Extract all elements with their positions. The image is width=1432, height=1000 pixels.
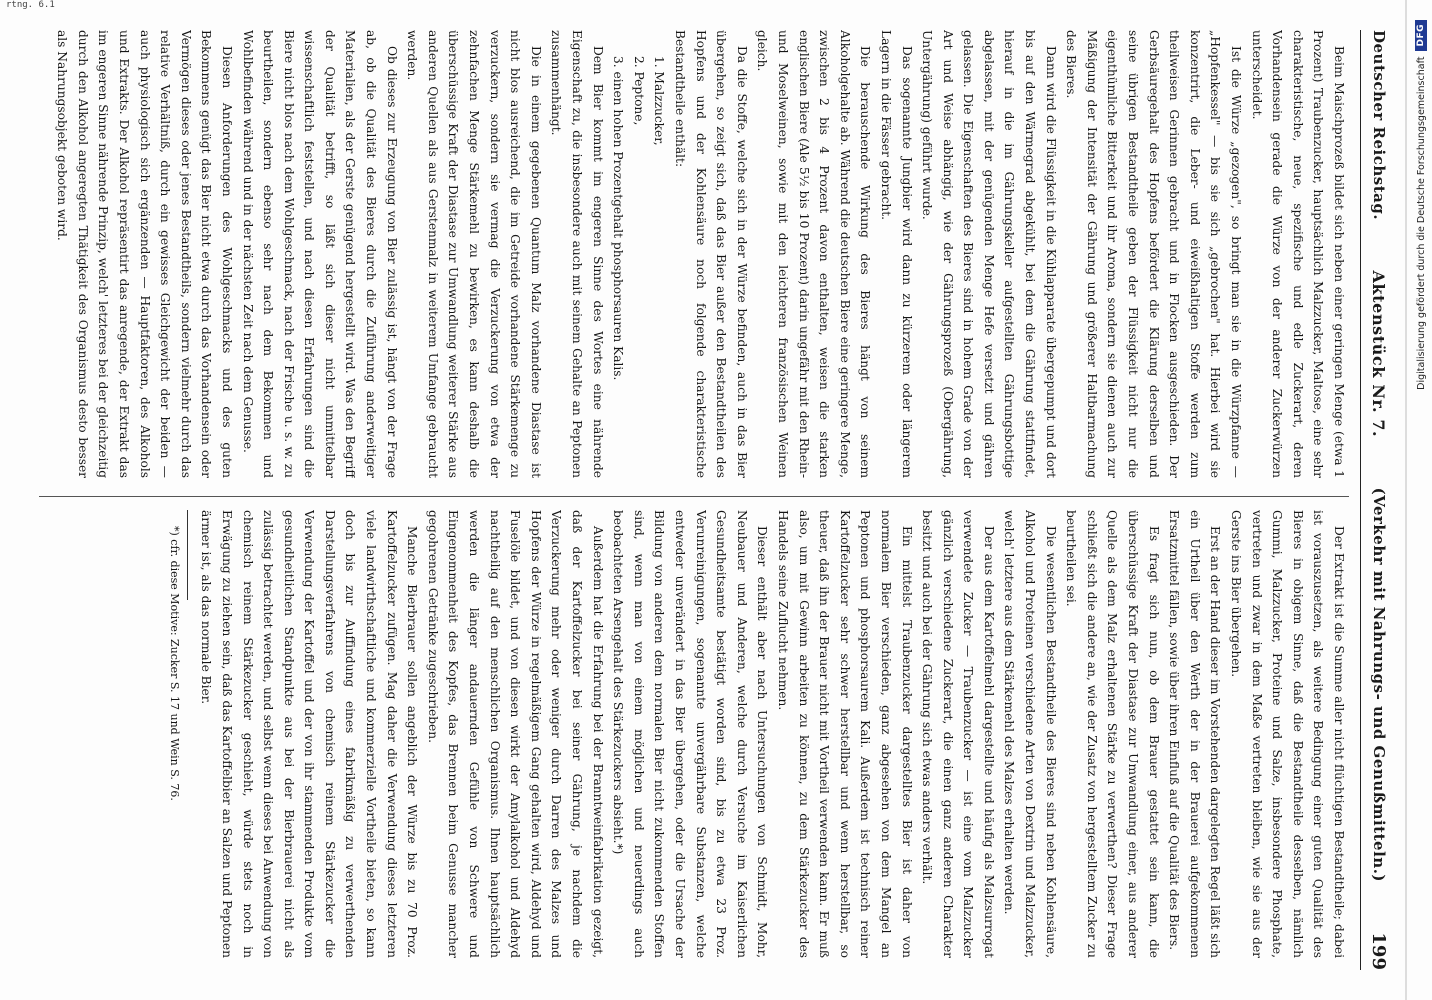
scan-edge <box>1405 0 1407 1000</box>
corner-mark: rtng. 6.1 <box>6 0 55 10</box>
paragraph: Dem Bier kommt im engeren Sinne des Wortes eine nährende Eigenschaft zu, die insbesondere auch mit seinem Gehalte an Peptonen zusammenhängt. <box>549 30 605 478</box>
header-right: (Verkehr mit Nahrungs- und Genußmitteln.) <box>1370 487 1388 883</box>
paragraph: Es fragt sich nun, ob dem Brauer gestattet sein kann, die überschüssige Kraft der Diastase zur Umwandlung einer, aus anderer Quelle als dem Malz erhaltenen Stärke zu verwerthen? Dieser Frage schließt sich die andere an, wie der Zusatz von hergestelltem Zucker zu beurtheilen sei. <box>1064 510 1161 958</box>
paragraph: Das sogenannte Jungbier wird dann zu kürzerem oder längerem Lagern in die Fässer gebracht. <box>878 30 914 478</box>
footnote: *) cfr. diese Motive: Zucker S. 17 und Wein S. 76. <box>167 526 181 801</box>
paragraph: Da die Stoffe, welche sich in der Würze befinden, auch in das Bier übergehen, so zeigt sich, daß das Bier außer den Bestandtheilen des Hopfens und der Kohlensäure noch folgende charakteristische Bestandtheile enthält: <box>673 30 749 478</box>
paragraph: Beim Maischprozeß bildet sich neben einer geringen Menge (etwa 1 Prozent) Traubenzucker, hauptsächlich Malzzucker, Maltose, eine sehr charakteristische, neue, spezifische und edle Zuckerart, deren Vorhandensein gerade die Würze von der anderer Zuckerwürzen unterscheidet. <box>1249 30 1346 478</box>
paragraph: Erst an der Hand dieser im Vorstehenden dargelegten Regel läßt sich ein Urtheil über den Werth der in der Brauerei aufgekommenen Ersatzmittel fällen, sowie über ihren Einfluß auf die Qualität des Biers. <box>1167 510 1223 958</box>
left-column <box>39 30 1349 478</box>
right-column <box>39 510 1349 958</box>
paragraph: Ist die Würze „gezogen", so bringt man sie in die Würzpfanne — „Hopfenkessel" — bis sie sich „gebrochen" hat. Hierbei wird sie konzentrirt, die Leber- und eiweißhaltigen Stoffe werden zum theilweisen Gerinnen gebracht und in Flocken ausgeschieden. Der Gerbsäuregehalt des Hopfens befördert die Klärung derselben und seine übrigen Bestandtheile geben der Flüssigkeit nicht nur die eigenthümliche Bitterkeit und ihr Aroma, sondern sie dienen auch zur Mäßigung der Intensität der Gährung und größerer Haltbarmachung des Bieres. <box>1064 30 1244 478</box>
paragraph: Dann wird die Flüssigkeit in die Kühlapparate übergepumpt und dort bis auf den Wärmegrad abgekühlt, bei dem die Gährung stattfindet, hierauf in die im Gährungskeller aufgestellten Gährungsbottige abgelassen, mit der genügenden Menge Hefe versetzt und gähren gelassen. Die Eigenschaften des Bieres sind in hohem Grade von der Art und Weise abhängig, wie der Gährungsprozeß (Obergährung, Untergährung) geführt wurde. <box>920 30 1058 478</box>
ingredient-list <box>608 30 670 478</box>
paragraph: Der Extrakt ist die Summe aller nicht flüchtigen Bestandtheile; dabei ist vorauszusetzen, als weitere Bedingung einer guten Qualität des Bieres in obigem Sinne, daß die Bestandtheile desselben, nämlich Gummi, Malzzucker, Proteine und Salze, insbesondere Phosphate, vertreten und zwar in dem Maße vertreten bleiben, wie sie aus der Gerste ins Bier übergehen. <box>1229 510 1346 958</box>
list-item: 1. Malzzucker, <box>652 56 667 146</box>
dfg-logo: DFG <box>1415 20 1427 51</box>
digitization-credit <box>1411 20 1431 980</box>
paragraph: Manche Bierbrauer sollen angeblich der Würze bis zu 70 Proz. Kartoffelzucker zufügen. Mag daher die Verwendung dieses letzteren viele landwirthschaftliche und kommerzielle Vortheile bieten, so kann doch bis zur Auffindung eines fabrikmäßig zu verwerthenden Darstellungsverfahrens von chemisch reinem Stärkezucker die Verwendung der Kartoffel und der von ihr stammenden Produkte vom gesundheitlichen Standpunkte aus bei der Bierbrauerei nicht als zulässig betrachtet werden, und selbst wenn dieses bei Anwendung von chemisch reinem Stärkezucker geschieht, würde stets noch in Erwägung zu ziehen sein, daß das Kartoffelbier an Salzen und Peptonen ärmer ist, als das normale Bier. <box>199 510 420 958</box>
page-number: 199 <box>1368 932 1390 970</box>
list-item: 2. Peptone, <box>631 56 646 126</box>
paragraph: Diesen Anforderungen des Wohlgeschmacks und des guten Bekommens genügt das Bier nicht etwa durch das Vorhandensein oder Vermögen dieses oder jenes Bestandtheils, sondern vielmehr durch das relative Verhältniß, durch ein gewisses Gleichgewicht der beiden — auch physiologisch sich ergänzenden — Hauptfaktoren, des Alkohols und Extrakts. Der Alkohol repräsentirt das anregende, der Extrakt das im engeren Sinne nährende Prinzip, welch' letzteres bei der gleichzeitig durch den Alkohol angeregten Thätigkeit des Organismus desto besser als Nahrungsobjekt geboten wird. <box>55 30 234 478</box>
header-left: Deutscher Reichstag. <box>1370 30 1388 221</box>
footnote-rule <box>187 510 188 600</box>
paragraph: Die berauschende Wirkung des Bieres hängt von seinem Alkoholgehalte ab. Während die deutschen Biere eine geringere Menge, zwischen 2 bis 4 Prozent davon enthalten, weisen die starken englischen Biere (Ale 5½ bis 10 Prozent) darin ungefähr mit den Rhein- und Moselweinen, sowie mit den leichteren französischen Weinen gleich. <box>755 30 873 478</box>
credit-text: Digitalisierung gefördert durch die Deutsche Forschungsgemeinschaft <box>1415 56 1427 390</box>
list-item: 3. einen hohen Prozentgehalt phosphorsauren Kalis. <box>611 56 626 381</box>
paragraph: Außerdem hat die Erfahrung bei der Branntweinfabrikation gezeigt, daß der Kartoffelzucker bei seiner Gährung, je nachdem die Verzuckerung mehr oder weniger durch Darren des Malzes und Hopfens der Würze in regelmäßigem Gang gehalten wird, Aldehyd und Fuselöle bildet, und von diesen wirkt der Amylalkohol und Aldehyd nachtheilig auf den menschlichen Organismus. Ihnen hauptsächlich werden die länger andauernden Gefühle von Schwere und Eingenommenheit des Kopfes, das Brennen beim Genusse mancher gegohrenen Getränke zugeschrieben. <box>425 510 605 958</box>
header-middle: Aktenstück Nr. 7. <box>1369 270 1389 438</box>
paragraph: Ob dieses zur Erzeugung von Bier zulässig ist, hängt von der Frage ab, ob die Qualität des Bieres durch die Zuführung anderweitiger Materialien, als der Gerste genügend hergestellt wird. Was den Begriff der Qualität betrifft, so läßt sich dieser nicht unmittelbar wissenschaftlich feststellen, und nach diesen Erfahrungen sind die Biere nicht blos nach dem Wohlgeschmack, nach der Frische u. s. w. zu beurtheilen, sondern ebenso sehr nach dem Bekommen und Wohlbefinden während und in der nächsten Zeit nach dem Genusse. <box>240 30 399 478</box>
paragraph: Der aus dem Kartoffelmehl dargestellte und häufig als Malzsurrogat verwendete Zucker — Traubenzucker — ist eine vom Malzzucker gänzlich verschiedene Zuckerart, die einen ganz anderen Charakter besitzt und auch bei der Gährung sich etwas anders verhält. <box>920 510 996 958</box>
page-header <box>1360 30 1397 970</box>
paragraph: Ein mittelst Traubenzucker dargestelltes Bier ist daher von normalem Bier verschieden, ganz abgesehen von dem Mangel an Peptonen und phosphorsaurem Kali. Außerdem ist technisch reiner Kartoffelzucker sehr schwer herstellbar und wenn herstellbar, so theuer, daß ihn der Brauer nicht mit Vortheil verwenden kann. Er muß also, um mit Gewinn arbeiten zu können, zu dem Stärkezucker des Handels seine Zuflucht nehmen. <box>775 510 914 958</box>
column-divider <box>39 496 1349 497</box>
paragraph: Die in einem gegebenen Quantum Malz vorhandene Diastase ist nicht blos ausreichend, die im Getreide vorhandene Stärkemenge zu verzuckern, sondern sie vermag die Verzuckerung von etwa der zehnfachen Menge Stärkemehl zu bewirken, es kann deshalb die überschüssige Kraft der Diastase zur Umwandlung weiterer Stärke aus anderen Quellen als aus Gerstenmalz in weiterem Umfange gebraucht werden. <box>405 30 543 478</box>
rotated-text-frame <box>27 30 1397 970</box>
paragraph: Dieser enthält aber nach Untersuchungen von Schmidt, Mohr, Neubauer und Anderen, welche durch Versuche im Kaiserlichen Gesundheitsamte bestätigt worden sind, bis zu etwa 23 Proz. Verunreinigungen, sogenannte unvergährbare Substanzen, welche entweder unverändert in das Bier übergehen, oder die Ursache der Bildung von anderen dem normalen Bier nicht zukommenden Stoffen sind, wenn man von einem möglichen und neuerdings auch beobachteten Arsengehalt des Stärkezuckers absieht.*) <box>611 510 770 958</box>
paragraph: Die wesentlichen Bestandtheile des Bieres sind neben Kohlensäure, Alkohol und Proteinen verschiedene Arten von Dextrin und Malzzucker, welch' letztere aus dem Stärkemehl des Malzes erhalten werden. <box>1002 510 1058 958</box>
